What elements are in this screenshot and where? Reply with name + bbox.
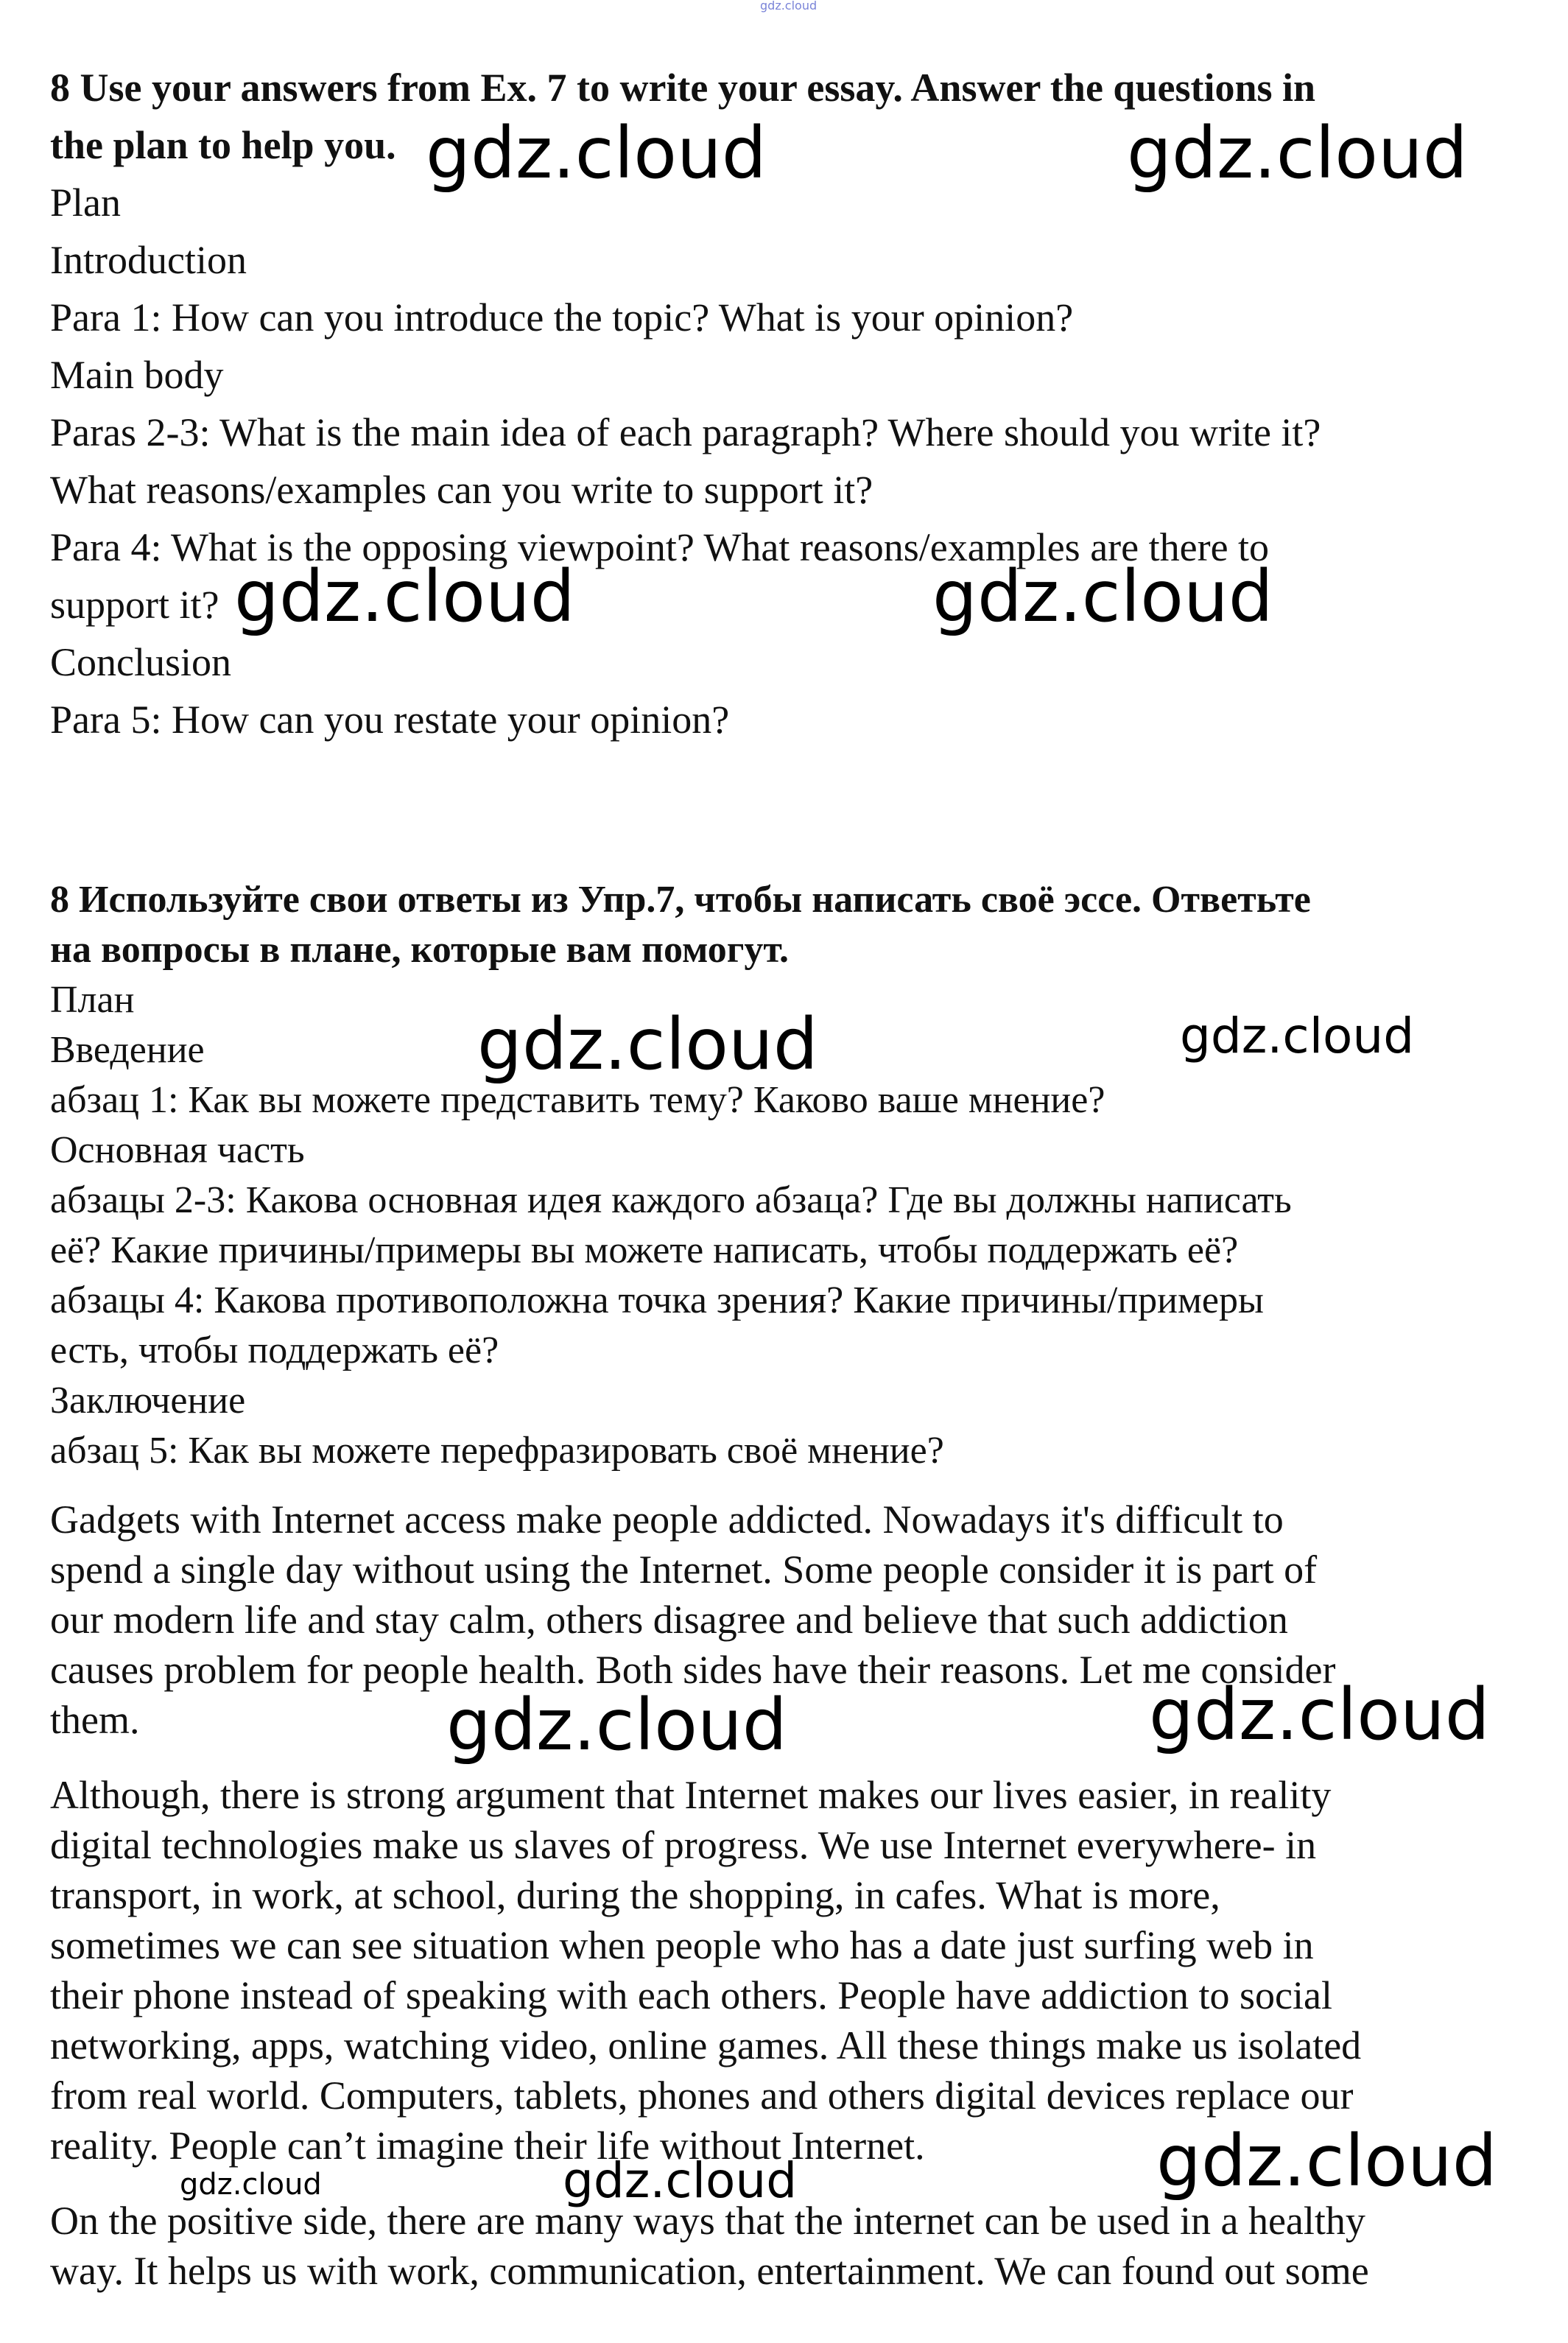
essay-line: way. It helps us with work, communication, entertainment. We can found out some xyxy=(50,2249,1369,2293)
watermark: gdz.cloud xyxy=(477,1003,818,1086)
plan-paras-2-3: Paras 2-3: What is the main idea of each paragraph? Where should you write it? xyxy=(50,410,1321,454)
plan-label: Plan xyxy=(50,180,122,225)
essay-line: their phone instead of speaking with each others. People have addiction to social xyxy=(50,1973,1332,2017)
ru-plan-para-5: абзац 5: Как вы можете перефразировать своё мнение? xyxy=(50,1430,944,1472)
section-introduction: Introduction xyxy=(50,238,247,282)
watermark: gdz.cloud xyxy=(426,112,767,194)
watermark: gdz.cloud xyxy=(446,1684,787,1766)
essay-line: sometimes we can see situation when people who has a date just surfing web in xyxy=(50,1923,1314,1967)
essay-line: transport, in work, at school, during the shopping, in cafes. What is more, xyxy=(50,1873,1220,1917)
ru-section-main-body: Основная часть xyxy=(50,1129,305,1171)
plan-para-4-cont: support it? xyxy=(50,583,219,627)
plan-para-5: Para 5: How can you restate your opinion? xyxy=(50,698,730,742)
watermark: gdz.cloud xyxy=(932,555,1273,638)
essay-line: reality. People can’t imagine their life without Internet. xyxy=(50,2124,925,2168)
top-watermark: gdz.cloud xyxy=(760,0,818,13)
essay-line: Although, there is strong argument that Internet makes our lives easier, in reality xyxy=(50,1773,1332,1817)
ru-plan-para-4: абзацы 4: Какова противоположна точка зрения? Какие причины/примеры xyxy=(50,1279,1264,1321)
essay-line: from real world. Computers, tablets, phones and others digital devices replace our xyxy=(50,2073,1354,2118)
essay-line: them. xyxy=(50,1698,140,1742)
ru-task-heading-line-2: на вопросы в плане, которые вам помогут. xyxy=(50,929,790,971)
ru-plan-paras-2-3-cont: её? Какие причины/примеры вы можете написать, чтобы поддержать её? xyxy=(50,1229,1239,1271)
section-conclusion: Conclusion xyxy=(50,640,232,684)
plan-para-1: Para 1: How can you introduce the topic? What is your opinion? xyxy=(50,295,1074,340)
ru-plan-para-1: абзац 1: Как вы можете представить тему? Каково ваше мнение? xyxy=(50,1079,1105,1121)
essay-line: causes problem for people health. Both sides have their reasons. Let me consider xyxy=(50,1648,1336,1692)
ru-section-introduction: Введение xyxy=(50,1029,205,1071)
watermark: gdz.cloud xyxy=(1156,2120,1497,2202)
plan-para-4: Para 4: What is the opposing viewpoint? What reasons/examples are there to xyxy=(50,525,1270,569)
ru-section-conclusion: Заключение xyxy=(50,1380,246,1422)
ru-task-heading-line-1: 8 Используйте свои ответы из Упр.7, чтобы написать своё эссе. Ответьте xyxy=(50,879,1311,921)
essay-line: digital technologies make us slaves of progress. We use Internet everywhere- in xyxy=(50,1823,1317,1867)
task-heading-line-1: 8 Use your answers from Ex. 7 to write your essay. Answer the questions in xyxy=(50,66,1316,110)
essay-line: our modern life and stay calm, others disagree and believe that such addiction xyxy=(50,1598,1288,1642)
ru-plan-label: План xyxy=(50,979,135,1021)
essay-line: networking, apps, watching video, online games. All these things make us isolated xyxy=(50,2023,1362,2068)
task-heading-line-2: the plan to help you. xyxy=(50,123,396,167)
watermark: gdz.cloud xyxy=(234,555,575,638)
watermark: gdz.cloud xyxy=(1149,1673,1490,1756)
ru-plan-paras-2-3: абзацы 2-3: Какова основная идея каждого абзаца? Где вы должны написать xyxy=(50,1179,1292,1221)
watermark: gdz.cloud xyxy=(180,2168,322,2202)
section-main-body: Main body xyxy=(50,353,224,397)
essay-line: Gadgets with Internet access make people addicted. Nowadays it's difficult to xyxy=(50,1497,1284,1542)
essay-line: spend a single day without using the Internet. Some people consider it is part of xyxy=(50,1548,1318,1592)
watermark: gdz.cloud xyxy=(1127,112,1468,194)
plan-paras-2-3-cont: What reasons/examples can you write to support it? xyxy=(50,468,873,512)
watermark: gdz.cloud xyxy=(1180,1008,1415,1064)
ru-plan-para-4-cont: есть, чтобы поддержать её? xyxy=(50,1329,499,1371)
essay-line: On the positive side, there are many ways that the internet can be used in a healthy xyxy=(50,2199,1365,2243)
watermark: gdz.cloud xyxy=(563,2152,798,2209)
